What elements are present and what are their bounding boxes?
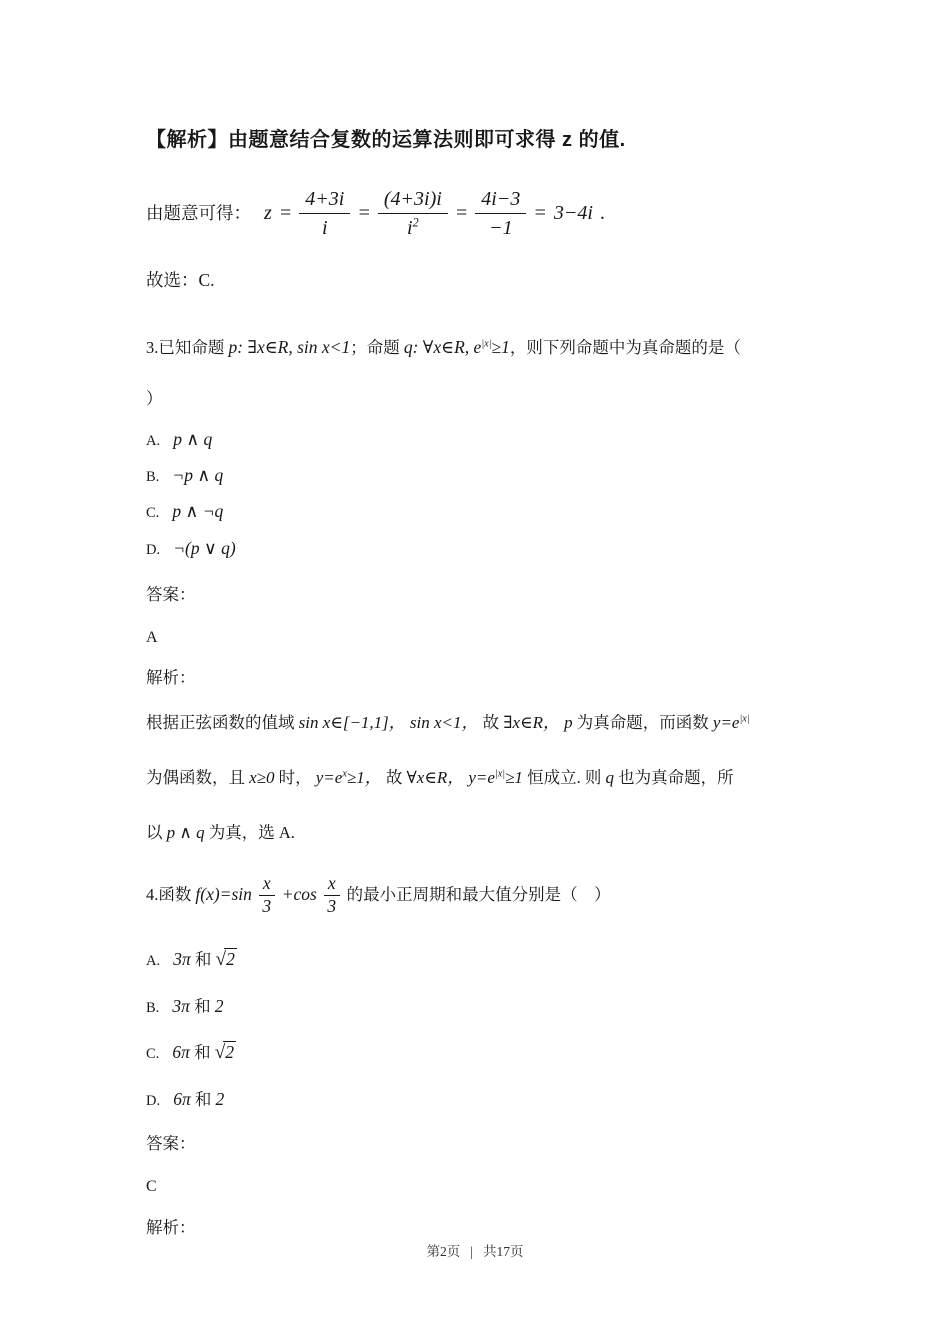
q3-analysis-label: 解析： [146,668,196,688]
analysis-text: 为偶函数，且 [146,768,245,788]
option-c-formula: p ∧ ¬q [172,501,224,522]
question-3-lead-text: 3.已知命题 [146,338,225,358]
function-expression: y=e [712,713,740,733]
analysis-text: 恒成立. 则 [527,768,602,788]
period-value: 6π [172,1042,190,1063]
q3-analysis-line-2 [146,764,818,792]
plus-cos-term: +cos [281,884,317,905]
forall-expression: ∀x∈R， [406,768,465,788]
exponent-abs-x: |x| [494,768,506,780]
proposition-q-definition: q: ∀x∈R, e [403,337,482,358]
option-b-label: B. [146,999,160,1016]
exponent-abs-x: |x| [481,338,492,350]
option-a-formula: p ∧ q [173,428,213,449]
period-value: 6π [173,1089,191,1110]
range-expression: sin x∈[−1,1]， [298,713,406,733]
period-value: 3π [173,948,191,969]
inequality-expression: sin x<1， [409,713,479,733]
footer-page-number: 第2页 [426,1244,461,1259]
radicand-value: 2 [226,948,235,969]
question-4-lead-text: 4.函数 [146,885,192,905]
denominator-exponent: 2 [412,215,419,230]
fraction-numerator: x [259,874,275,895]
equals-sign: = [357,202,371,224]
q3-option-d [146,536,818,561]
q4-answer-label: 答案： [146,1134,196,1154]
q3-analysis-line-3 [146,819,818,847]
q4-option-d [146,1087,818,1112]
sentence-period: . [599,202,605,224]
question-4-stem [146,874,818,916]
exponent-x: x [342,768,347,780]
question-3-closing-paren: ） [146,388,163,408]
q4-answer-value: C [146,1178,157,1196]
q3-option-c [146,499,818,524]
equals-sign: = [454,202,469,224]
solution-analysis-heading: 【解析】由题意结合复数的运算法则即可求得 z 的值. [146,129,626,151]
analysis-text: 故 [482,713,500,733]
option-d-formula: ¬(p ∨ q) [173,537,236,558]
conjunction-text: 和 [194,1090,212,1110]
question-3-trailing-text: ，则下列命题中为真命题的是（ [509,338,741,358]
fraction-x-over-3 [259,874,275,916]
domain-condition: x≥0 [249,768,275,788]
fraction-2-denominator [378,214,448,240]
option-b-label: B. [146,469,160,486]
inequality-tail: ≥1 [505,768,523,788]
fraction-1-numerator: 4+3i [299,187,350,214]
conjunction-text: 和 [194,949,212,969]
option-a-label: A. [146,952,161,969]
q4-option-b [146,994,818,1019]
fraction-numerator: x [324,874,340,895]
analysis-text: 以 [146,823,163,843]
option-a-label: A. [146,432,161,449]
fraction-denominator: 3 [327,895,337,916]
function-expression: y=e [315,768,343,788]
q3-analysis-line-1 [146,709,818,737]
exponent-abs-x: |x| [739,713,750,725]
option-d-label: D. [146,1093,161,1110]
option-c-label: C. [146,505,160,522]
question-4-trailing-text: 的最小正周期和最大值分别是（ ） [346,885,611,905]
denominator-base: i [406,217,413,239]
max-value: 2 [215,1089,225,1110]
footer-total-pages: 共17页 [482,1244,524,1259]
derivation-label: 由题意可得： [146,202,251,223]
question-3-stem [146,335,818,360]
fraction-denominator: 3 [262,895,272,916]
fraction-x-over-3 [324,874,340,916]
conjunction-text: 和 [194,996,211,1016]
sqrt-2-expression [215,1042,236,1062]
fraction-3-numerator: 4i−3 [475,187,526,214]
equals-sign: = [533,202,547,224]
option-c-label: C. [146,1046,160,1063]
answer-conclusion: 故选：C. [146,270,215,290]
q3-option-a [146,427,818,452]
analysis-text: 为真命题，而函数 [576,713,709,733]
fraction-1-denominator: i [322,217,328,239]
option-b-formula: ¬p ∧ q [172,465,224,486]
exists-expression: ∃x∈R， [503,713,561,733]
fraction-2 [378,187,448,240]
function-expression: y=e [468,768,495,788]
conjunction-expression: p ∧ q [166,823,205,843]
analysis-text: 为真，选 A. [208,823,295,843]
analysis-text: 时， [278,768,312,788]
inequality-tail: ≥1， [346,768,382,788]
option-d-label: D. [146,541,161,558]
analysis-text: 故 [385,768,403,788]
proposition-p-symbol: p [564,713,573,733]
equals-sign: = [278,202,293,224]
derivation-formula-line [146,187,818,240]
analysis-text: 根据正弦函数的值域 [146,713,295,733]
fraction-3-denominator: −1 [489,217,513,239]
radicand-value: 2 [225,1042,235,1063]
q3-option-b [146,463,818,488]
period-value: 3π [172,995,190,1016]
sqrt-2-expression [216,949,237,969]
q3-answer-label: 答案： [146,585,196,605]
proposition-p-definition: p: ∃x∈R, sin x<1 [228,337,351,358]
q3-answer-value: A [146,629,158,647]
max-value: 2 [214,995,224,1016]
formula-lhs: z [264,202,272,224]
footer-separator: | [470,1244,473,1259]
separator-text: ；命题 [350,338,400,358]
function-definition: f(x)=sin [195,884,252,905]
fraction-2-numerator: (4+3i)i [378,187,448,214]
fraction-1 [299,187,350,240]
radical-sign: √ [214,1042,226,1064]
formula-result: 3−4i [553,202,593,224]
page-footer [0,1240,950,1260]
q4-option-a [146,946,818,974]
q4-analysis-label: 解析： [146,1217,196,1237]
q4-option-c [146,1039,818,1067]
proposition-q-symbol: q [605,768,614,788]
proposition-q-inequality: ≥1 [491,337,510,358]
analysis-text: 也为真命题，所 [618,768,734,788]
fraction-3 [475,187,526,240]
radical-sign: √ [215,948,227,970]
conjunction-text: 和 [194,1043,211,1063]
